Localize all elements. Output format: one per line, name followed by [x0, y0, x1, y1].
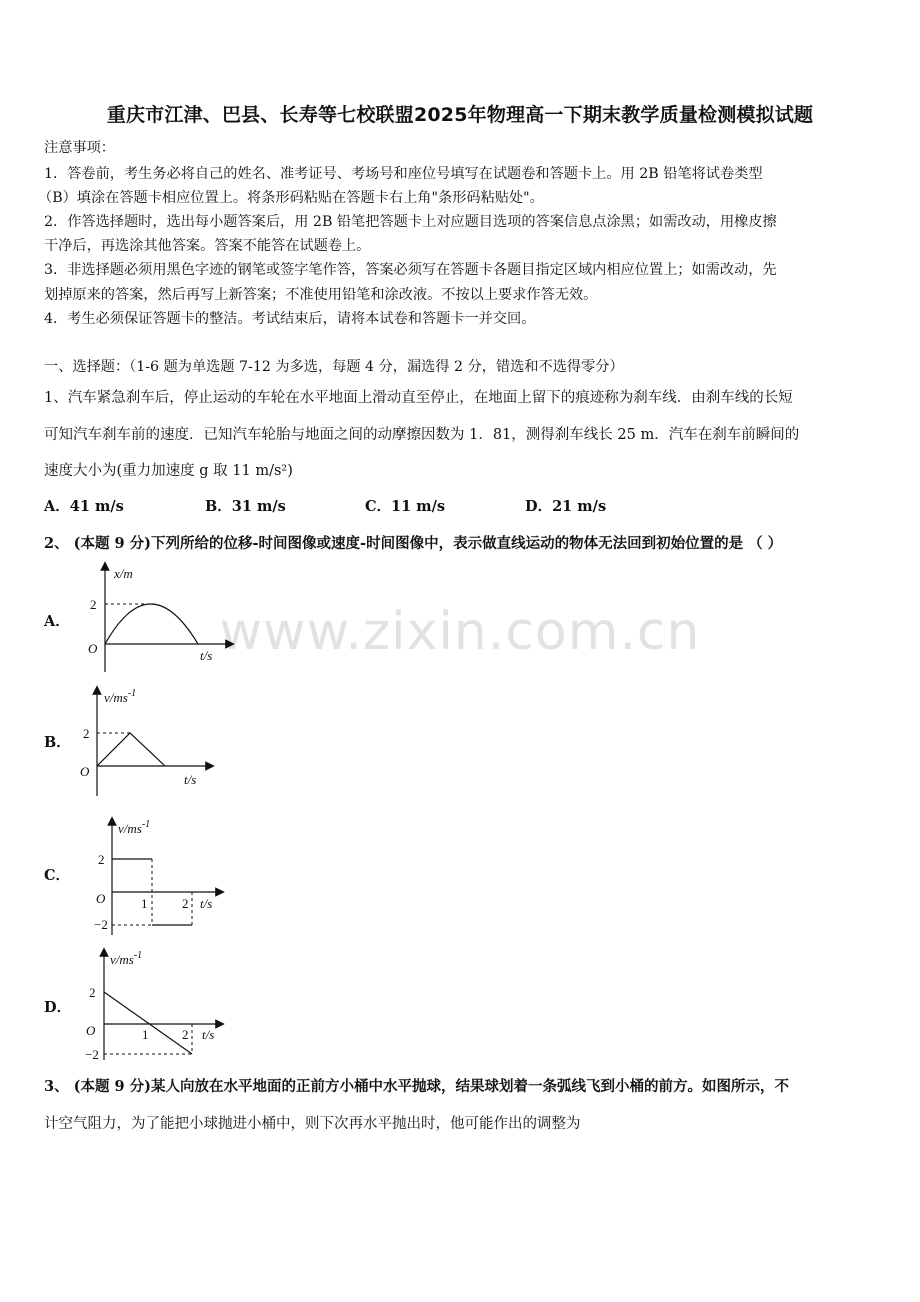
y-label: $v/ms^{-1}$ [110, 950, 143, 967]
graph-option-c-label: C． [44, 867, 71, 884]
y-tick-negative: −2 [94, 917, 108, 932]
notice-line: 2．作答选择题时，选出每小题答案后，用 2B 铅笔把答题卡上对应题目选项的答案信息点涂黑；如需改动，用橡皮擦 [44, 214, 777, 230]
y-label: $v/ms^{-1}$ [104, 688, 137, 705]
question-1-line: 速度大小为(重力加速度 g 取 11 m/s²) [44, 463, 293, 479]
y-label: x/m [114, 566, 133, 581]
question-1-line: 1、汽车紧急刹车后，停止运动的车轮在水平地面上滑动直至停止，在地面上留下的痕迹称为刹车线．由刹车线的长短 [44, 390, 793, 406]
graph-c [88, 815, 228, 937]
watermark: www.zixin.com.cn [219, 602, 701, 662]
graph-option-b-label: B． [44, 734, 71, 751]
graph-a [80, 560, 240, 672]
option-d: D．21 m/s [525, 498, 607, 515]
notice-line: 3．非选择题必须用黑色字迹的钢笔或签字笔作答，答案必须写在答题卡各题目指定区域内相应位置上；如需改动，先 [44, 262, 777, 278]
graph-option-a-label: A． [44, 613, 70, 630]
notice-line: 1．答卷前，考生务必将自己的姓名、准考证号、考场号和座位号填写在试题卷和答题卡上。用 2B 铅笔将试卷类型 [44, 166, 763, 182]
notice-line: （B）填涂在答题卡相应位置上。将条形码粘贴在答题卡右上角"条形码粘贴处"。 [38, 190, 544, 206]
page-title: 重庆市江津、巴县、长寿等七校联盟2025年物理高一下期末教学质量检测模拟试题 [106, 104, 814, 126]
option-c: C．11 m/s [365, 498, 446, 515]
x-label: t/s [200, 896, 213, 911]
x-tick: 1 [142, 1027, 149, 1042]
x-label: t/s [200, 648, 213, 663]
question-1-line: 可知汽车刹车前的速度．已知汽车轮胎与地面之间的动摩擦因数为 1．81，测得刹车线长 25 m．汽车在刹车前瞬间的 [44, 427, 800, 443]
y-tick: 2 [83, 726, 90, 741]
x-tick: 1 [141, 896, 148, 911]
origin-label: O [80, 764, 90, 779]
x-label: t/s [202, 1027, 215, 1042]
y-tick-negative: −2 [85, 1047, 99, 1062]
origin-label: O [88, 641, 98, 656]
y-tick: 2 [98, 852, 105, 867]
x-tick: 2 [182, 1027, 189, 1042]
notice-line: 4．考生必须保证答题卡的整洁。考试结束后，请将本试卷和答题卡一并交回。 [44, 311, 536, 327]
notice-line: 划掉原来的答案，然后再写上新答案；不准使用铅笔和涂改液。不按以上要求作答无效。 [44, 287, 598, 303]
triangle-line [97, 733, 165, 766]
y-tick: 2 [89, 985, 96, 1000]
origin-label: O [86, 1023, 96, 1038]
graph-option-d-label: D． [44, 999, 72, 1016]
question-3-line: 3、 (本题 9 分)某人向放在水平地面的正前方小桶中水平抛球，结果球划着一条弧线飞到小桶的前方。如图所示，不 [44, 1078, 790, 1095]
question-3-line: 计空气阻力，为了能把小球抛进小桶中，则下次再水平抛出时，他可能作出的调整为 [44, 1116, 581, 1132]
graph-b [80, 684, 220, 800]
curve [105, 604, 198, 644]
origin-label: O [96, 891, 106, 906]
section-heading: 一、选择题：（1-6 题为单选题 7-12 为多选，每题 4 分，漏选得 2 分，错选和不选得零分） [44, 359, 624, 375]
option-b: B．31 m/s [205, 498, 286, 515]
option-a: A．41 m/s [44, 498, 124, 515]
y-label: $v/ms^{-1}$ [118, 819, 151, 836]
notice-heading: 注意事项： [44, 140, 115, 156]
x-tick: 2 [182, 896, 189, 911]
graph-d [80, 946, 230, 1062]
x-label: t/s [184, 772, 197, 787]
velocity-line [104, 992, 192, 1054]
notice-line: 干净后，再选涂其他答案。答案不能答在试题卷上。 [44, 238, 371, 254]
question-2-stem: 2、 (本题 9 分)下列所给的位移-时间图像或速度-时间图像中，表示做直线运动的物体无法回到初始位置的是 （ ） [44, 535, 783, 552]
y-tick: 2 [90, 597, 97, 612]
